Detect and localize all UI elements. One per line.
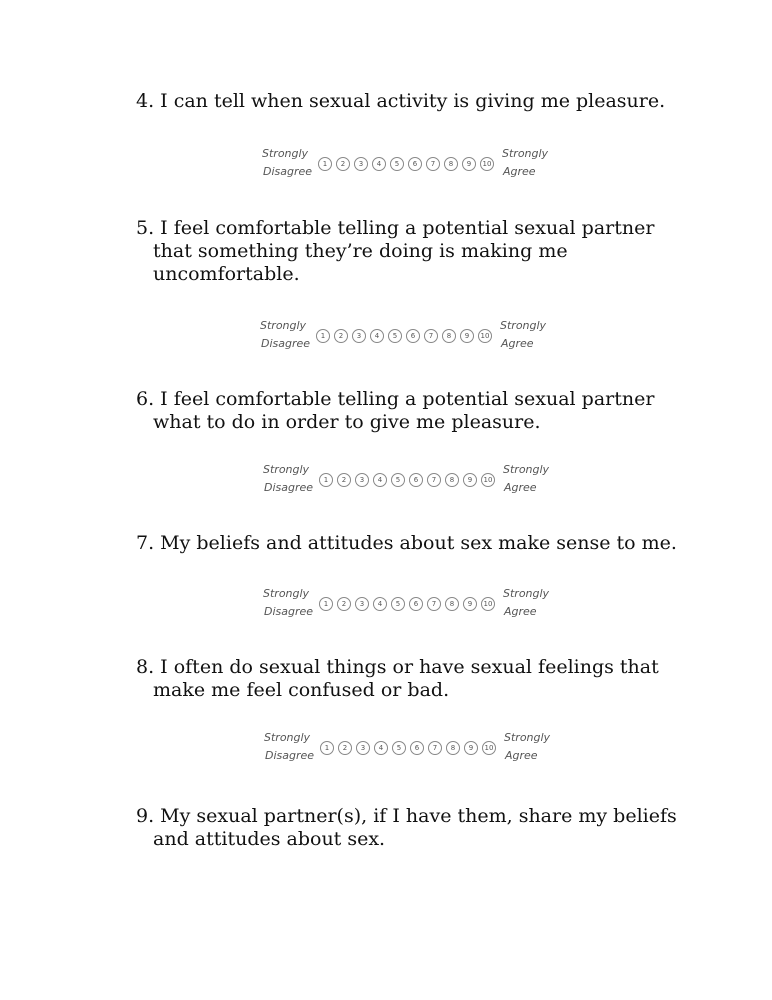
question-text-line: and attitudes about sex.	[153, 828, 386, 850]
rating-options	[316, 329, 496, 343]
rating-option-5[interactable]: 5	[391, 597, 405, 611]
rating-options	[319, 597, 499, 611]
scale-left-label: Strongly Disagree	[262, 147, 313, 178]
rating-option-9[interactable]: 9	[463, 597, 477, 611]
rating-option-9[interactable]: 9	[463, 473, 477, 487]
scale-right-label: Strongly Agree	[504, 731, 551, 762]
question-6	[136, 388, 696, 434]
question-text-line: make me feel confused or bad.	[153, 679, 450, 701]
rating-option-6[interactable]: 6	[409, 597, 423, 611]
rating-option-10[interactable]: 10	[481, 597, 495, 611]
rating-option-2[interactable]: 2	[336, 157, 350, 171]
rating-option-6[interactable]: 6	[409, 473, 423, 487]
rating-option-5[interactable]: 5	[388, 329, 402, 343]
rating-option-10[interactable]: 10	[478, 329, 492, 343]
scale-left-label: Strongly Disagree	[263, 463, 314, 494]
question-8	[136, 656, 696, 702]
rating-option-9[interactable]: 9	[462, 157, 476, 171]
rating-option-8[interactable]: 8	[445, 473, 459, 487]
question-text-line: 8. I often do sexual things or have sexual feelings that	[136, 656, 659, 678]
rating-option-3[interactable]: 3	[356, 741, 370, 755]
rating-option-8[interactable]: 8	[444, 157, 458, 171]
rating-option-8[interactable]: 8	[442, 329, 456, 343]
rating-options	[320, 741, 500, 755]
rating-option-1[interactable]: 1	[316, 329, 330, 343]
question-text-line: 5. I feel comfortable telling a potential sexual partner	[136, 217, 655, 239]
rating-option-6[interactable]: 6	[406, 329, 420, 343]
rating-option-5[interactable]: 5	[390, 157, 404, 171]
rating-scale-q4	[262, 145, 562, 185]
rating-scale-q8	[264, 729, 564, 769]
rating-option-1[interactable]: 1	[318, 157, 332, 171]
scale-left-label: Strongly Disagree	[264, 731, 315, 762]
rating-scale-q6	[263, 461, 563, 501]
rating-option-7[interactable]: 7	[426, 157, 440, 171]
rating-option-4[interactable]: 4	[373, 473, 387, 487]
question-5	[136, 217, 696, 286]
question-text-line: what to do in order to give me pleasure.	[153, 411, 541, 433]
scale-right-label: Strongly Agree	[503, 463, 550, 494]
rating-option-1[interactable]: 1	[320, 741, 334, 755]
scale-right-label: Strongly Agree	[502, 147, 549, 178]
rating-option-9[interactable]: 9	[464, 741, 478, 755]
rating-option-1[interactable]: 1	[319, 597, 333, 611]
rating-option-3[interactable]: 3	[352, 329, 366, 343]
rating-option-4[interactable]: 4	[374, 741, 388, 755]
question-text-line: that something they’re doing is making me	[153, 240, 568, 262]
scale-right-label: Strongly Agree	[500, 319, 547, 350]
rating-option-1[interactable]: 1	[319, 473, 333, 487]
question-text-line: 4. I can tell when sexual activity is giving me pleasure.	[136, 90, 666, 112]
rating-option-10[interactable]: 10	[480, 157, 494, 171]
rating-options	[319, 473, 499, 487]
rating-option-6[interactable]: 6	[410, 741, 424, 755]
rating-option-7[interactable]: 7	[427, 473, 441, 487]
scale-left-label: Strongly Disagree	[260, 319, 311, 350]
question-text-line: 9. My sexual partner(s), if I have them, share my beliefs	[136, 805, 677, 827]
question-text-line: 7. My beliefs and attitudes about sex make sense to me.	[136, 532, 677, 554]
rating-options	[318, 157, 498, 171]
rating-option-7[interactable]: 7	[428, 741, 442, 755]
rating-option-4[interactable]: 4	[373, 597, 387, 611]
rating-option-2[interactable]: 2	[334, 329, 348, 343]
rating-option-3[interactable]: 3	[354, 157, 368, 171]
question-4	[136, 90, 696, 113]
rating-option-2[interactable]: 2	[337, 473, 351, 487]
question-text-line: uncomfortable.	[153, 263, 300, 285]
rating-option-9[interactable]: 9	[460, 329, 474, 343]
rating-option-5[interactable]: 5	[392, 741, 406, 755]
rating-scale-q5	[260, 317, 560, 357]
rating-option-10[interactable]: 10	[482, 741, 496, 755]
question-9	[136, 805, 696, 851]
rating-option-8[interactable]: 8	[445, 597, 459, 611]
rating-option-4[interactable]: 4	[370, 329, 384, 343]
rating-option-6[interactable]: 6	[408, 157, 422, 171]
rating-option-10[interactable]: 10	[481, 473, 495, 487]
rating-option-4[interactable]: 4	[372, 157, 386, 171]
rating-option-7[interactable]: 7	[424, 329, 438, 343]
rating-option-2[interactable]: 2	[338, 741, 352, 755]
scale-right-label: Strongly Agree	[503, 587, 550, 618]
rating-scale-q7	[263, 585, 563, 625]
rating-option-2[interactable]: 2	[337, 597, 351, 611]
rating-option-5[interactable]: 5	[391, 473, 405, 487]
rating-option-3[interactable]: 3	[355, 473, 369, 487]
rating-option-3[interactable]: 3	[355, 597, 369, 611]
question-7	[136, 532, 696, 555]
rating-option-7[interactable]: 7	[427, 597, 441, 611]
rating-option-8[interactable]: 8	[446, 741, 460, 755]
question-text-line: 6. I feel comfortable telling a potential sexual partner	[136, 388, 655, 410]
scale-left-label: Strongly Disagree	[263, 587, 314, 618]
